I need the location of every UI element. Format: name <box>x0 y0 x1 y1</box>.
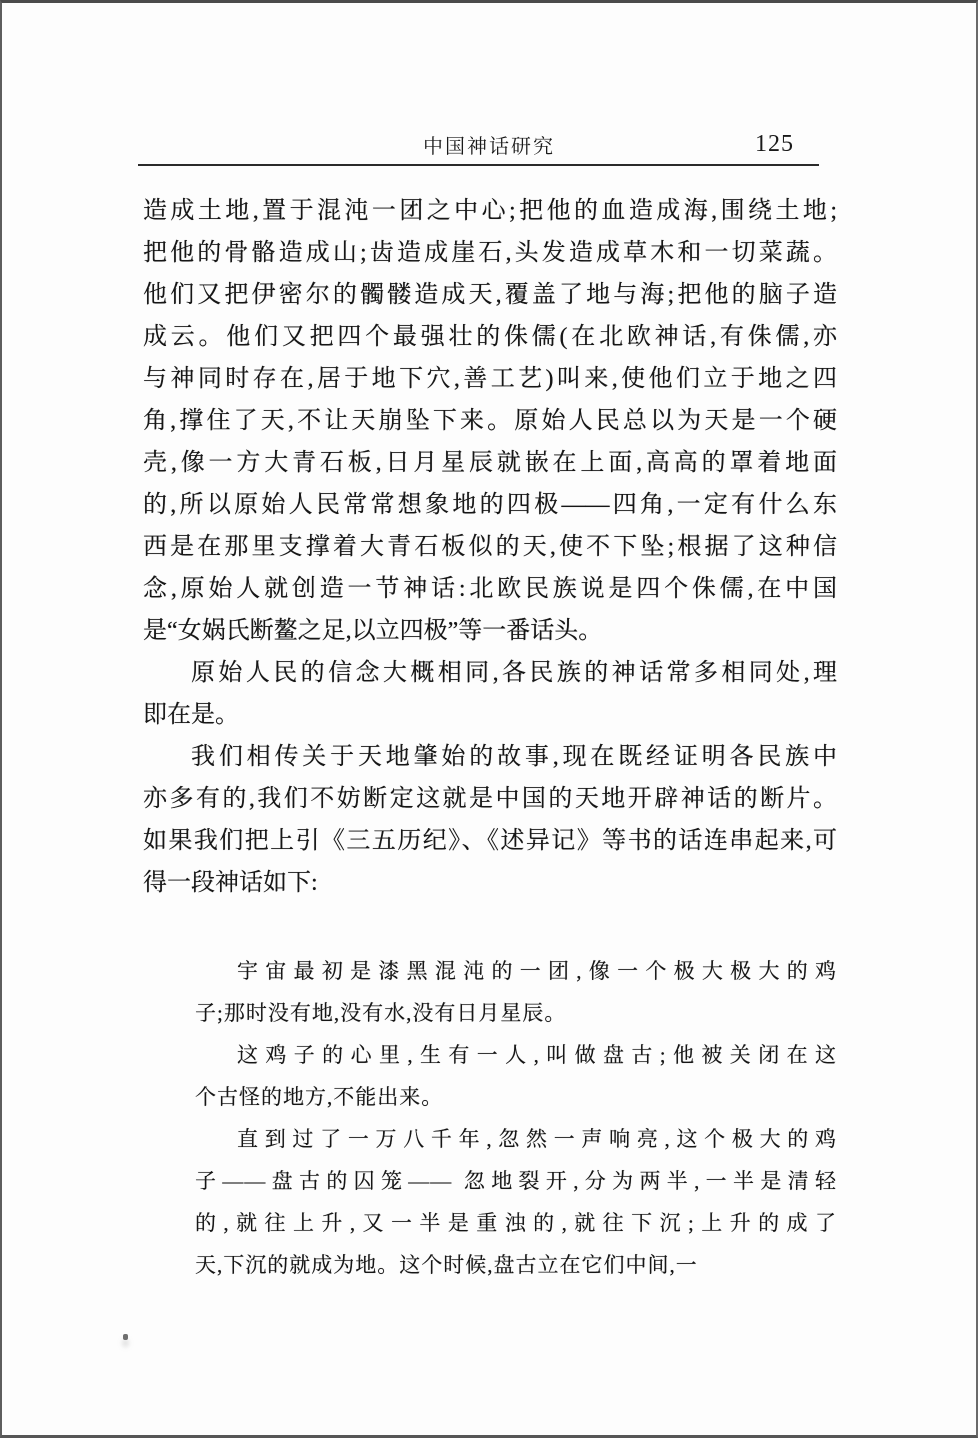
text-line: 亦多有的,我们不妨断定这就是中国的天地开辟神话的断片。 <box>143 786 837 812</box>
text-line: 念,原始人就创造一节神话:北欧民族说是四个侏儒,在中国 <box>143 576 837 602</box>
text-line: 造成土地,置于混沌一团之中心;把他的血造成海,围绕土地; <box>143 198 837 224</box>
text-line: 他们又把伊密尔的髑髅造成天,覆盖了地与海;把他的脑子造 <box>143 282 837 308</box>
quote-line: 天,下沉的就成为地。这个时候,盘古立在它们中间,一 <box>195 1253 698 1277</box>
running-title: 中国神话研究 <box>423 136 555 158</box>
header-rule <box>138 164 819 166</box>
text-line: 我们相传关于天地肇始的故事,现在既经证明各民族中 <box>191 744 837 770</box>
text-line: 即在是。 <box>143 702 239 728</box>
scan-speck <box>123 1334 128 1340</box>
text-line: 西是在那里支撑着大青石板似的天,使不下坠;根据了这种信 <box>143 534 837 560</box>
quote-line: 直到过了一万八千年,忽然一声响亮,这个极大的鸡 <box>237 1127 837 1151</box>
quote-paragraph <box>195 1034 837 1118</box>
text-line: 角,撑住了天,不让天崩坠下来。原始人民总以为天是一个硬 <box>143 408 837 434</box>
text-line: 成云。他们又把四个最强壮的侏儒(在北欧神话,有侏儒,亦 <box>143 324 837 350</box>
quote-paragraph <box>195 950 837 1034</box>
text-line: 的,所以原始人民常常想象地的四极——四角,一定有什么东 <box>143 492 837 518</box>
text-line: 如果我们把上引《三五历纪》、《述异记》等书的话连串起来,可 <box>143 828 837 854</box>
text-line: 与神同时存在,居于地下穴,善工艺)叫来,使他们立于地之四 <box>143 366 837 392</box>
quote-line: 宇宙最初是漆黑混沌的一团,像一个极大极大的鸡 <box>237 959 837 983</box>
text-line: 把他的骨骼造成山;齿造成崖石,头发造成草木和一切菜蔬。 <box>143 240 837 266</box>
quote-line: 的,就往上升,又一半是重浊的,就往下沉;上升的成了 <box>195 1211 837 1235</box>
text-line: 原始人民的信念大概相同,各民族的神话常多相同处,理 <box>191 660 837 686</box>
text-line: 是“女娲氏断鳌之足,以立四极”等一番话头。 <box>143 618 603 644</box>
paragraph <box>143 736 837 904</box>
body-text <box>143 190 837 904</box>
text-line: 得一段神话如下: <box>143 870 318 896</box>
quote-line: 子;那时没有地,没有水,没有日月星辰。 <box>195 1001 567 1025</box>
quote-paragraph <box>195 1118 837 1286</box>
paragraph <box>143 652 837 736</box>
quote-line: 这鸡子的心里,生有一人,叫做盘古;他被关闭在这 <box>237 1043 837 1067</box>
quote-line: 个古怪的地方,不能出来。 <box>195 1085 444 1109</box>
page-number: 125 <box>755 131 794 157</box>
quote-line: 子——盘古的囚笼—— 忽地裂开,分为两半,一半是清轻 <box>195 1169 837 1193</box>
text-line: 壳,像一方大青石板,日月星辰就嵌在上面,高高的罩着地面 <box>143 450 837 476</box>
quote-block <box>195 950 837 1286</box>
paragraph <box>143 190 837 652</box>
